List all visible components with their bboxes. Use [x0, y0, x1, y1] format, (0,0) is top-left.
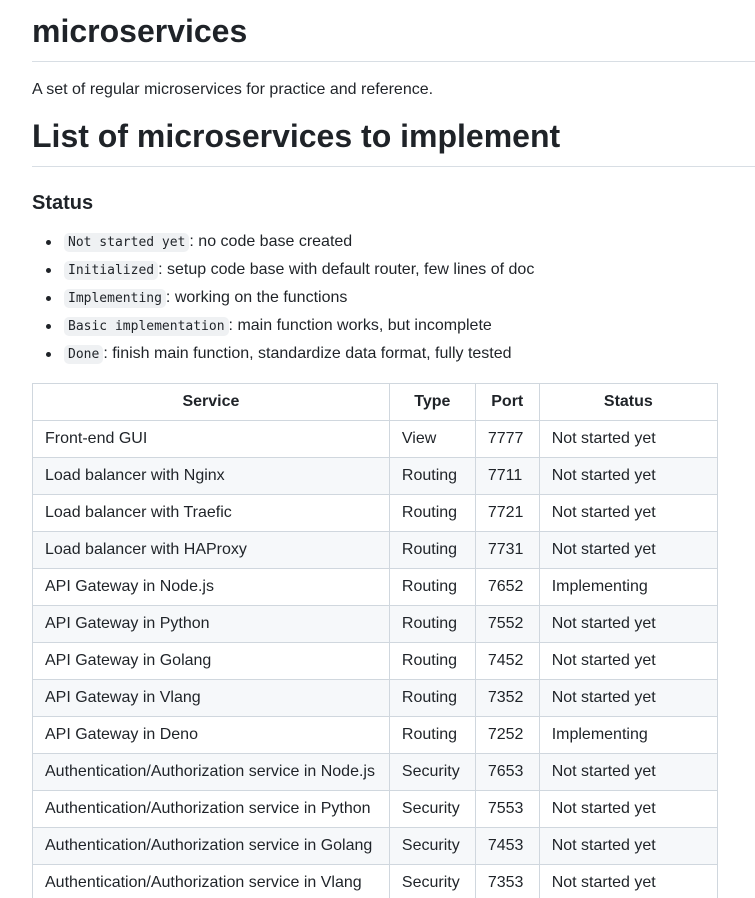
- status-legend-item: [64, 314, 755, 342]
- cell-type: Routing: [389, 606, 475, 643]
- table-row: [33, 643, 718, 680]
- table-row: [33, 495, 718, 532]
- header-port: Port: [475, 384, 539, 421]
- cell-port: 7453: [475, 828, 539, 865]
- cell-service: Authentication/Authorization service in Python: [33, 791, 390, 828]
- cell-service: API Gateway in Golang: [33, 643, 390, 680]
- table-row: [33, 680, 718, 717]
- cell-service: API Gateway in Python: [33, 606, 390, 643]
- cell-status: Not started yet: [539, 865, 717, 898]
- table-row: [33, 606, 718, 643]
- cell-port: 7352: [475, 680, 539, 717]
- table-header-row: [33, 384, 718, 421]
- cell-status: Not started yet: [539, 532, 717, 569]
- cell-status: Not started yet: [539, 606, 717, 643]
- cell-service: Load balancer with Nginx: [33, 458, 390, 495]
- status-code: Initialized: [64, 261, 158, 280]
- cell-status: Implementing: [539, 717, 717, 754]
- cell-port: 7652: [475, 569, 539, 606]
- status-legend-item: [64, 286, 755, 314]
- status-code: Basic implementation: [64, 317, 229, 336]
- cell-service: Load balancer with Traefic: [33, 495, 390, 532]
- cell-status: Not started yet: [539, 754, 717, 791]
- table-row: [33, 828, 718, 865]
- header-type: Type: [389, 384, 475, 421]
- cell-service: API Gateway in Deno: [33, 717, 390, 754]
- cell-status: Not started yet: [539, 421, 717, 458]
- cell-status: Not started yet: [539, 643, 717, 680]
- cell-service: Front-end GUI: [33, 421, 390, 458]
- cell-type: Routing: [389, 495, 475, 532]
- cell-type: Security: [389, 865, 475, 898]
- page-description: A set of regular microservices for practice and reference.: [32, 81, 434, 98]
- cell-status: Not started yet: [539, 458, 717, 495]
- table-row: [33, 717, 718, 754]
- status-description: : main function works, but incomplete: [228, 317, 492, 334]
- section-heading: List of microservices to implement: [32, 116, 755, 167]
- cell-service: Authentication/Authorization service in Golang: [33, 828, 390, 865]
- cell-status: Not started yet: [539, 791, 717, 828]
- cell-port: 7553: [475, 791, 539, 828]
- cell-type: Routing: [389, 717, 475, 754]
- cell-status: Not started yet: [539, 495, 717, 532]
- cell-port: 7653: [475, 754, 539, 791]
- cell-type: Security: [389, 828, 475, 865]
- status-code: Done: [64, 345, 103, 364]
- cell-status: Implementing: [539, 569, 717, 606]
- status-description: : working on the functions: [165, 289, 348, 306]
- status-description: : no code base created: [189, 233, 353, 250]
- cell-type: Security: [389, 754, 475, 791]
- status-legend-item: [64, 258, 755, 286]
- cell-type: Routing: [389, 532, 475, 569]
- status-legend-item: [64, 230, 755, 258]
- header-status: Status: [539, 384, 717, 421]
- cell-service: API Gateway in Node.js: [33, 569, 390, 606]
- table-row: [33, 791, 718, 828]
- cell-status: Not started yet: [539, 680, 717, 717]
- cell-type: Routing: [389, 680, 475, 717]
- cell-service: Load balancer with HAProxy: [33, 532, 390, 569]
- cell-port: 7452: [475, 643, 539, 680]
- status-heading: Status: [32, 192, 94, 214]
- cell-type: View: [389, 421, 475, 458]
- cell-type: Routing: [389, 569, 475, 606]
- cell-service: Authentication/Authorization service in Node.js: [33, 754, 390, 791]
- cell-port: 7353: [475, 865, 539, 898]
- services-table: [32, 383, 718, 898]
- status-legend-item: [64, 342, 755, 370]
- cell-port: 7731: [475, 532, 539, 569]
- cell-type: Security: [389, 791, 475, 828]
- table-row: [33, 865, 718, 898]
- status-description: : finish main function, standardize data format, fully tested: [103, 345, 512, 362]
- status-code: Implementing: [64, 289, 166, 308]
- cell-status: Not started yet: [539, 828, 717, 865]
- cell-port: 7721: [475, 495, 539, 532]
- cell-port: 7252: [475, 717, 539, 754]
- table-row: [33, 754, 718, 791]
- cell-type: Routing: [389, 458, 475, 495]
- cell-type: Routing: [389, 643, 475, 680]
- table-row: [33, 532, 718, 569]
- cell-port: 7777: [475, 421, 539, 458]
- table-row: [33, 421, 718, 458]
- page-title: microservices: [32, 0, 755, 62]
- cell-port: 7711: [475, 458, 539, 495]
- status-description: : setup code base with default router, few lines of doc: [158, 261, 535, 278]
- cell-port: 7552: [475, 606, 539, 643]
- status-legend-list: [32, 230, 755, 370]
- table-row: [33, 458, 718, 495]
- table-row: [33, 569, 718, 606]
- status-code: Not started yet: [64, 233, 189, 252]
- readme-content: [32, 0, 755, 898]
- cell-service: API Gateway in Vlang: [33, 680, 390, 717]
- cell-service: Authentication/Authorization service in Vlang: [33, 865, 390, 898]
- header-service: Service: [33, 384, 390, 421]
